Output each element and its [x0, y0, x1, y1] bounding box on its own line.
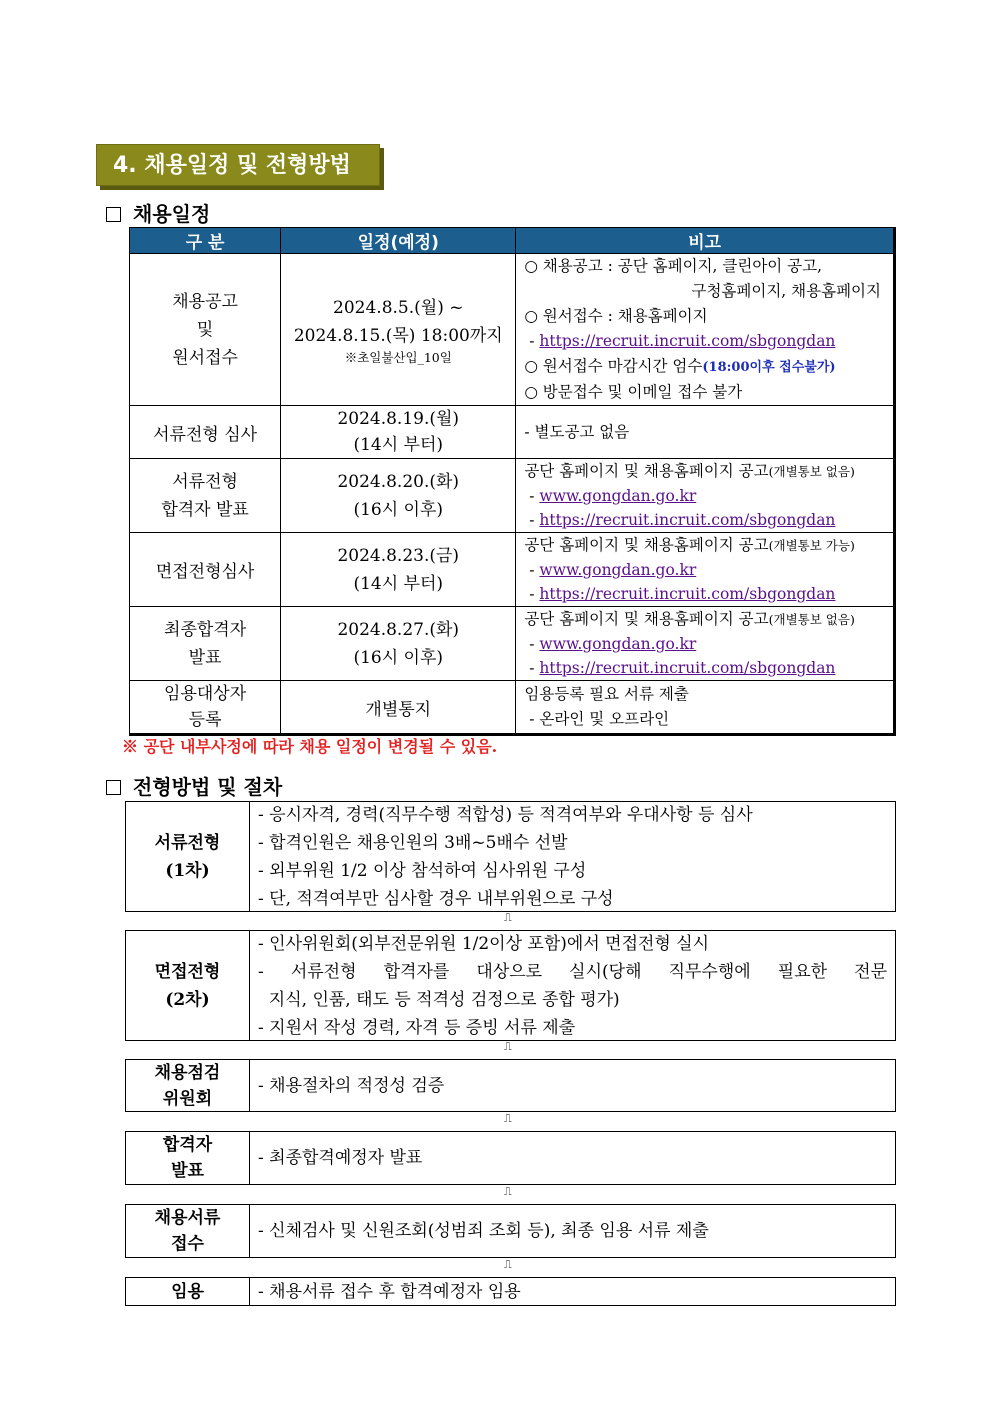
- step-label-line: 면접전형: [154, 961, 221, 982]
- deadline-highlight: (18:00이후 접수불가): [702, 360, 836, 375]
- down-arrow-icon: ⎍: [504, 1112, 512, 1125]
- step-label-line: (1차): [165, 860, 210, 881]
- date-line: 2024.8.15.(목) 18:00까지: [293, 325, 503, 346]
- row-date: [281, 607, 516, 681]
- header-note: 비고: [516, 228, 895, 254]
- note-line: ○ 원서접수 : 채용홈페이지: [524, 307, 708, 325]
- schedule-table: [129, 227, 896, 736]
- row-category: [130, 254, 281, 406]
- step-item: - 외부위원 1/2 이상 참석하여 심사위원 구성: [258, 860, 587, 881]
- checkbox-square-icon: [106, 780, 121, 795]
- note-line: [524, 508, 893, 532]
- step-label: [126, 802, 250, 911]
- note-prefix: -: [524, 659, 540, 677]
- note-line: ○ 채용공고 : 공단 홈페이지, 클린아이 공고,: [524, 257, 823, 275]
- date-line: 2024.8.23.(금): [337, 545, 460, 566]
- table-header-row: [130, 228, 895, 254]
- row-note: [516, 459, 895, 533]
- step-body: [250, 1278, 895, 1305]
- category-line: 합격자 발표: [161, 499, 249, 520]
- date-line: 2024.8.20.(화): [337, 471, 460, 492]
- checkbox-square-icon: [106, 207, 121, 222]
- row-note: [516, 681, 895, 735]
- step-label: [126, 1205, 250, 1257]
- row-date: [281, 459, 516, 533]
- row-category: 서류전형 심사: [130, 406, 281, 459]
- step-body: [250, 802, 895, 911]
- down-arrow-icon: ⎍: [504, 1258, 512, 1271]
- recruit-link[interactable]: https://recruit.incruit.com/sbgongdan: [539, 585, 836, 603]
- category-line: 서류전형: [172, 471, 238, 492]
- date-line: (14시 부터): [353, 573, 444, 594]
- step-label: [126, 1060, 250, 1111]
- row-date: [281, 533, 516, 607]
- note-prefix: -: [524, 585, 540, 603]
- step-label-line: 합격자: [162, 1135, 213, 1155]
- schedule-heading: [106, 198, 210, 227]
- category-line: 등록: [188, 710, 222, 730]
- row-note: [516, 254, 895, 406]
- note-line: [524, 533, 893, 558]
- note-line: 구청홈페이지, 채용홈페이지: [691, 282, 881, 300]
- step-label-line: 위원회: [162, 1088, 213, 1109]
- gongdan-link[interactable]: www.gongdan.go.kr: [539, 635, 697, 653]
- row-category: [130, 681, 281, 735]
- note-small: (개별통보 가능): [768, 538, 855, 553]
- step-body: [250, 1060, 895, 1111]
- table-row: [130, 533, 895, 607]
- process-step: [125, 801, 896, 912]
- note-line: - 온라인 및 오프라인: [524, 710, 670, 728]
- step-label: [126, 931, 250, 1040]
- process-step: [125, 1277, 896, 1306]
- row-category: 면접전형심사: [130, 533, 281, 607]
- date-line: 2024.8.19.(월): [337, 409, 460, 429]
- note-text: 공단 홈페이지 및 채용홈페이지 공고: [524, 610, 769, 628]
- note-line: [524, 459, 893, 484]
- row-date: [281, 406, 516, 459]
- date-note: ※초일불산입_10일: [344, 349, 452, 365]
- step-label-line: 접수: [171, 1234, 204, 1254]
- date-line: (16시 이후): [353, 499, 444, 520]
- step-label-line: (2차): [165, 989, 210, 1010]
- note-line: [524, 484, 893, 508]
- category-line: 임용대상자: [164, 684, 247, 704]
- step-label-line: 발표: [171, 1161, 204, 1181]
- note-prefix: -: [524, 511, 540, 529]
- category-line: 채용공고: [172, 291, 238, 312]
- step-label-line: 임용: [171, 1281, 204, 1302]
- step-body: [250, 931, 895, 1040]
- note-line: 임용등록 필요 서류 제출: [524, 685, 689, 703]
- header-category: 구 분: [130, 228, 281, 254]
- gongdan-link[interactable]: www.gongdan.go.kr: [539, 487, 697, 505]
- category-line: 및: [196, 319, 214, 340]
- step-item: - 서류전형 합격자를 대상으로 실시(당해 직무수행에 필요한 전문: [258, 961, 887, 982]
- row-date: 개별통지: [281, 681, 516, 735]
- section-title: 4. 채용일정 및 전형방법: [96, 144, 380, 186]
- note-prefix: -: [524, 561, 540, 579]
- process-heading-text: 전형방법 및 절차: [133, 775, 283, 799]
- table-row: [130, 681, 895, 735]
- note-line: [524, 656, 893, 680]
- schedule-footnote: ※ 공단 내부사정에 따라 채용 일정이 변경될 수 있음.: [122, 737, 498, 756]
- note-text: 공단 홈페이지 및 채용홈페이지 공고: [524, 462, 769, 480]
- note-line: [524, 582, 893, 606]
- step-label-line: 채용서류: [154, 1208, 221, 1228]
- step-label-line: 채용점검: [154, 1062, 221, 1083]
- table-row: [130, 254, 895, 406]
- process-step: [125, 1204, 896, 1258]
- process-step: [125, 1131, 896, 1185]
- note-line: [524, 607, 893, 632]
- step-body: [250, 1132, 895, 1184]
- note-prefix: -: [524, 635, 540, 653]
- note-line: [524, 632, 893, 656]
- step-item: - 응시자격, 경력(직무수행 적합성) 등 적격여부와 우대사항 등 심사: [258, 804, 753, 825]
- step-item: - 인사위원회(외부전문위원 1/2이상 포함)에서 면접전형 실시: [258, 933, 710, 954]
- header-date: 일정(예정): [281, 228, 516, 254]
- row-date: [281, 254, 516, 406]
- step-body: [250, 1205, 895, 1257]
- step-item: - 단, 적격여부만 심사할 경우 내부위원으로 구성: [258, 888, 614, 909]
- date-line: 2024.8.27.(화): [337, 619, 460, 640]
- step-item: - 채용절차의 적정성 검증: [258, 1075, 445, 1096]
- date-line: (16시 이후): [353, 647, 444, 668]
- note-text: 공단 홈페이지 및 채용홈페이지 공고: [524, 536, 769, 554]
- table-row: [130, 607, 895, 681]
- step-label-line: 서류전형: [154, 832, 221, 853]
- row-note: [516, 533, 895, 607]
- row-note: [516, 607, 895, 681]
- date-line: (14시 부터): [353, 435, 444, 455]
- gongdan-link[interactable]: www.gongdan.go.kr: [539, 561, 697, 579]
- note-text: ○ 원서접수 마감시간 엄수: [524, 357, 703, 375]
- recruit-link[interactable]: https://recruit.incruit.com/sbgongdan: [539, 659, 836, 677]
- down-arrow-icon: ⎍: [504, 1040, 512, 1053]
- note-prefix: -: [524, 487, 540, 505]
- note-line: [524, 558, 893, 582]
- table-row: [130, 459, 895, 533]
- note-line: - 별도공고 없음: [524, 422, 630, 441]
- note-small: (개별통보 없음): [768, 612, 855, 627]
- step-item: - 최종합격예정자 발표: [258, 1148, 423, 1168]
- process-step: [125, 930, 896, 1041]
- category-line: 발표: [188, 647, 222, 668]
- note-prefix: -: [524, 332, 540, 350]
- step-item: - 신체검사 및 신원조회(성범죄 조회 등), 최종 임용 서류 제출: [258, 1221, 709, 1241]
- table-row: [130, 406, 895, 459]
- down-arrow-icon: ⎍: [504, 1185, 512, 1198]
- category-line: 원서접수: [172, 347, 238, 368]
- process-step: [125, 1059, 896, 1112]
- recruit-link[interactable]: https://recruit.incruit.com/sbgongdan: [539, 511, 836, 529]
- row-category: [130, 459, 281, 533]
- process-heading: [106, 771, 282, 800]
- note-small: (개별통보 없음): [768, 464, 855, 479]
- step-item: - 합격인원은 채용인원의 3배~5배수 선발: [258, 832, 568, 853]
- date-line: 2024.8.5.(월) ~: [333, 297, 464, 318]
- recruit-link[interactable]: https://recruit.incruit.com/sbgongdan: [539, 332, 836, 350]
- step-item: - 채용서류 접수 후 합격예정자 임용: [258, 1281, 521, 1302]
- row-category: [130, 607, 281, 681]
- category-line: 최종합격자: [164, 619, 247, 640]
- schedule-heading-text: 채용일정: [133, 202, 211, 226]
- row-note: [516, 406, 895, 459]
- step-label: [126, 1278, 250, 1305]
- note-line: ○ 방문접수 및 이메일 접수 불가: [524, 383, 743, 401]
- note-line: [524, 354, 893, 380]
- note-line: [524, 329, 893, 354]
- step-item: 지식, 인품, 태도 등 적격성 검정으로 종합 평가): [258, 989, 620, 1010]
- down-arrow-icon: ⎍: [504, 911, 512, 924]
- step-item: - 지원서 작성 경력, 자격 등 증빙 서류 제출: [258, 1017, 576, 1038]
- step-label: [126, 1132, 250, 1184]
